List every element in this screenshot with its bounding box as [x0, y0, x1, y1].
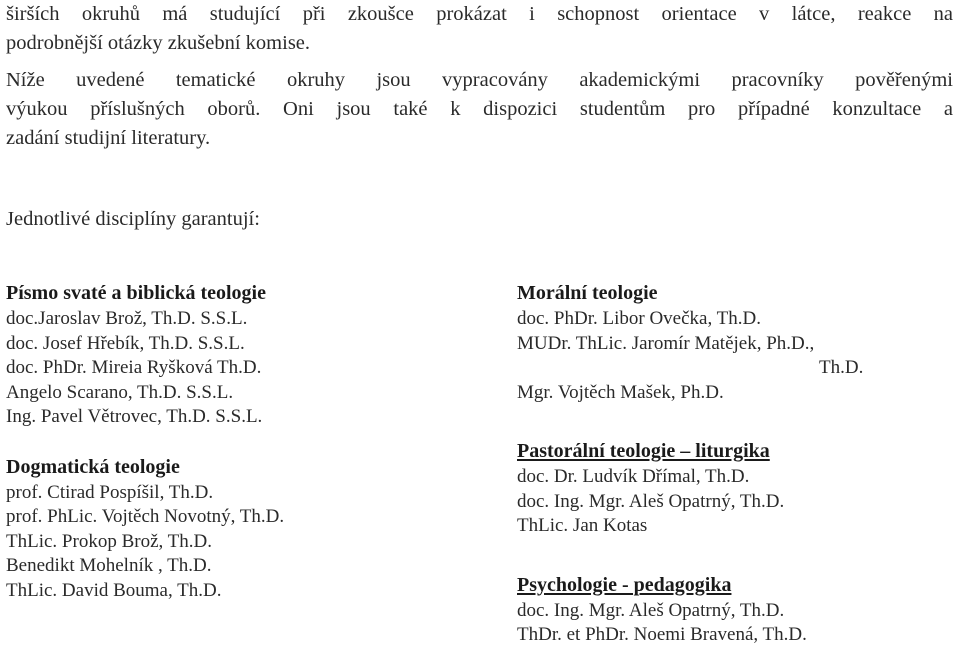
person-entry: doc. Dr. Ludvík Dřímal, Th.D. — [517, 466, 750, 487]
left-column — [6, 280, 476, 603]
intro-line: Níže uvedené tematické okruhy jsou vypracovány akademickými pracovníky pověřenými — [6, 69, 953, 91]
section-title: Dogmatická teologie — [6, 455, 180, 478]
person-entry: doc.Jaroslav Brož, Th.D. S.S.L. — [6, 308, 248, 329]
person-entry: prof. Ctirad Pospíšil, Th.D. — [6, 481, 214, 503]
section-title: Morální teologie — [517, 282, 658, 304]
intro-paragraph-1 — [6, 0, 953, 58]
person-entry: doc. Ing. Mgr. Aleš Opatrný, Th.D. — [517, 490, 785, 512]
intro-line: zadání studijní literatury. — [6, 127, 211, 149]
person-entry: doc. Josef Hřebík, Th.D. S.S.L. — [6, 332, 245, 354]
person-entry: Benedikt Mohelník , Th.D. — [6, 555, 212, 576]
person-entry: ThLic. David Bouma, Th.D. — [6, 579, 222, 601]
section-spacer — [517, 405, 957, 438]
section-title: Pastorální teologie – liturgika — [517, 440, 770, 462]
section-biblical-theology — [6, 280, 476, 430]
person-entry: Mgr. Vojtěch Mašek, Ph.D. — [517, 381, 724, 403]
intro-line: výukou příslušných oborů. Oni jsou také k dispozici studentům pro případné konzultace a — [6, 98, 953, 120]
section-dogmatic-theology — [6, 454, 476, 604]
section-psychology-pedagogy — [517, 572, 957, 648]
person-entry: doc. PhDr. Mireia Ryšková Th.D. — [6, 357, 262, 378]
section-title: Psychologie - pedagogika — [517, 573, 732, 596]
person-entry: doc. PhDr. Libor Ovečka, Th.D. — [517, 308, 761, 329]
intro-line: širších okruhů má studující při zkoušce prokázat i schopnost orientace v látce, reakce na — [6, 3, 953, 25]
person-entry: doc. Ing. Mgr. Aleš Opatrný, Th.D. — [517, 599, 785, 621]
right-column — [517, 280, 957, 648]
person-entry: ThLic. Jan Kotas — [517, 515, 648, 536]
section-title: Písmo svaté a biblická teologie — [6, 282, 266, 304]
intro-text — [6, 0, 953, 153]
section-spacer — [6, 430, 476, 454]
person-entry: ThLic. Prokop Brož, Th.D. — [6, 530, 212, 552]
person-entry: Ing. Pavel Větrovec, Th.D. S.S.L. — [6, 406, 263, 427]
intro-paragraph-2 — [6, 66, 953, 153]
section-pastoral-theology — [517, 438, 957, 539]
section-moral-theology — [517, 280, 957, 405]
person-entry: MUDr. ThLic. Jaromír Matějek, Ph.D., — [517, 332, 815, 354]
section-spacer — [517, 539, 957, 572]
person-entry: prof. PhLic. Vojtěch Novotný, Th.D. — [6, 506, 285, 527]
guarantee-heading: Jednotlivé disciplíny garantují: — [6, 208, 260, 230]
person-entry: ThDr. et PhDr. Noemi Bravená, Th.D. — [517, 624, 807, 645]
person-entry: Angelo Scarano, Th.D. S.S.L. — [6, 381, 234, 403]
intro-line: podrobnější otázky zkušební komise. — [6, 32, 311, 54]
person-entry-continuation: Th.D. — [819, 357, 864, 378]
